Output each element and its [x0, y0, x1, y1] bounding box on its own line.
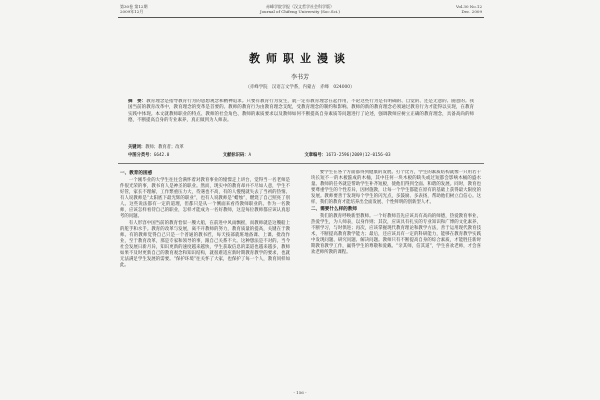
body-column-right: [311, 170, 481, 392]
clc-label: 中图分类号：: [128, 153, 154, 158]
author-affiliation: （赤峰学院 汉语言文学系，内蒙古 赤峰 024000）: [245, 85, 355, 90]
section-heading-1: 一、教育的困惑: [120, 171, 153, 176]
body-column-left: [120, 170, 290, 392]
header-volume-en: [456, 4, 482, 14]
section-separator: [118, 163, 484, 164]
section-heading-2: 二、需要什么样的教师: [311, 206, 357, 212]
doc-code-value: A: [248, 153, 252, 158]
classification-line: [128, 153, 443, 159]
abstract-label: 摘 要：: [128, 99, 147, 104]
header-journal: [0, 4, 600, 14]
abstract: [128, 99, 474, 144]
body-paragraph: 要学生在各个方面都得到健康的发展。打个比方，学生的素质结构就像一只用若干块长短不一的木板箍成的木桶，其中任何一块木板的缺失或过短都会影响木桶的盛水量。教师的任务就是帮助学生补齐短板，使他们得到全面、和谐的发展。同时，教育也要尊重学生的个性差异，因材施教，让每一个学生都能在原有的基础上获得最大限度的发展。教师要善于发现每个学生的闪光点，多鼓励、多表扬，帮助他们树立自信心。这样，我们的教育才能培养出全面发展、个性鲜明的创新型人才。: [311, 170, 481, 205]
abstract-text: 教育理念是指导教育行为的思想观念和精神追求。只要有教育行为发生，就一定有教育理念在起作用，不论这些行为是有明确的、自觉的、还是无意的、随意的。我国当前的教育改革中，教育理念的变革是首要的。教师的教育行为由教育理念支配，受教育理念的制约和影响。教师的新的教育理念必须通过教育行为才能得以实现，在教育实践中体现。本文就教师职业的特点、教师的社会角色、教师的素质要求以及教师如何不断提高自身素质等问题进行了论述，强调教师应树立正确的教育理念，具备高尚的师德，不断提高自身的专业素养，真正做到为人师表。: [128, 99, 474, 123]
body-paragraph: 有人形容中国当前的教育恰似一艘大船，在前进中风雨飘摇，而教师就是这艘船上的舵手和水手。教育的改革与发展，离不开教师的努力，教育质量的提高，关键在于教师。有的教师觉得自己只是一个普通的教书匠，每天按部就班地备课、上课、批改作业，至于教育改革，那是专家和领导的事，跟自己关系不大。这种想法是不对的。当今社会发展日新月异，知识更新的速度越来越快，学生获取信息的渠道也越来越多，教师如果不及时更新自己的教育观念和知识结构，就很难适应新时期教育教学的要求，也就无法满足学生发展的需要。“保护环境”往关怀了大家，也保护了每一个人，教育同样如此。: [120, 220, 290, 268]
header-date: 2009年12月: [120, 9, 144, 14]
doc-code-label: 文献标识码：: [222, 153, 249, 158]
header-rule: [118, 17, 484, 18]
article-author: 李书芳: [290, 74, 309, 81]
keywords-text: 教师；教育者；改革: [145, 145, 184, 150]
article-no-value: 1673-2596(2009)12-0156-03: [325, 153, 391, 158]
body-paragraph: 我们的教育呼唤新型教师。一个好教师首先应该具有高尚的师德，热爱教育事业，热爱学生，为人师表，以身作则；其次，应该具有扎实的专业知识和广博的文化素养，不断学习，与时俱进；再次，应该掌握现代教育理论和教学方法，善于运用现代教育技术，不断提高教育教学能力；最后，还应该具有一定的科研能力，能够在教育教学实践中发现问题、研究问题、解决问题。教师只有不断提高自身的综合素质，才能胜任新时期教育教学工作，赢得学生的尊敬和爱戴。“亲其师，信其道”，学生喜欢老师，才会喜欢老师所教的课程。: [311, 214, 481, 255]
header-vol-no: Vol.30 No.12: [455, 4, 482, 9]
keywords-label: 关键词：: [128, 145, 146, 150]
article-title: 教师职业漫谈: [249, 52, 351, 65]
header-journal-cn: 赤峰学院学报（汉文哲学社会科学版）: [266, 4, 334, 9]
article-no-label: 文章编号：: [304, 153, 326, 158]
page-number: - 156 -: [293, 390, 307, 395]
body-paragraph: 一个刚毕业的大学生往往会满怀着对教育事业的憧憬走上讲台，觉得当一名老师是件很光荣的事，教书育人是神圣的职业。然而，现实中的教育却并不尽如人意，学生不好管，家长不理解，工作繁重压力大，待遇也不高，有的人慢慢就失去了当初的热情。有人说教师是“太阳底下最光辉的职业”，也有人说教师是“蜡烛”，燃烧了自己照亮了别人。这些说法都有一定的道理，但都只是从一个侧面来看待教师职业的。作为一名教师，应该怎样看待自己的职业，怎样才能成为一名好教师，这是每位教师都应该认真思考的问题。: [120, 178, 290, 220]
header-issue: 第30卷 第12期: [120, 4, 148, 9]
header-date-en: Dec. 2009: [461, 9, 482, 14]
keywords: [128, 145, 184, 151]
clc-value: G642.0: [153, 153, 170, 158]
header-journal-en: Journal of Chifeng University (Soc.Sci.): [260, 9, 340, 14]
